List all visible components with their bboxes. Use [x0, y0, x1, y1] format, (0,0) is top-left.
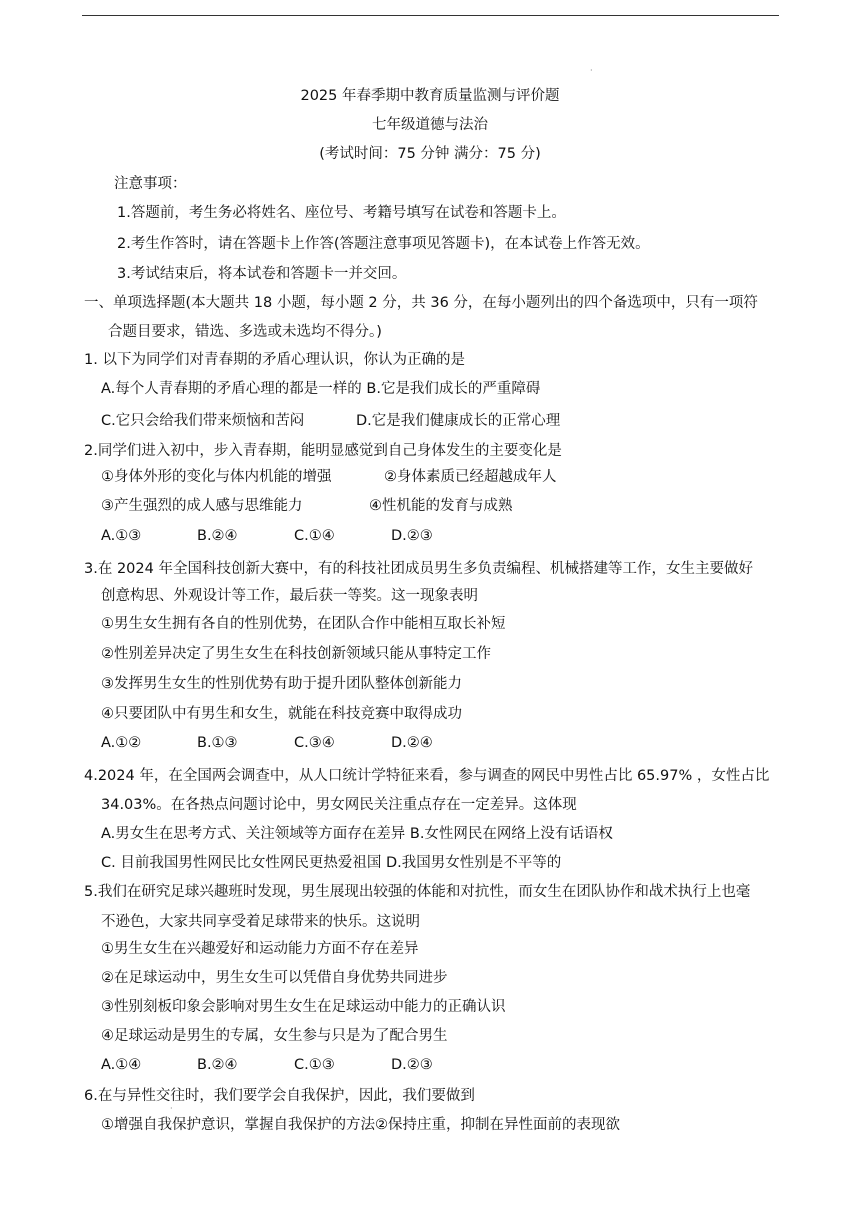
q1-options-ab: A.每个人青春期的矛盾心理的都是一样的 B.它是我们成长的严重障碍 — [101, 381, 541, 397]
q3-stem: 3.在 2024 年全国科技创新大赛中，有的科技社团成员男生多负责编程、机械搭建等工作，女生主要做好 — [84, 561, 753, 577]
q5-statement-3: ③性别刻板印象会影响对男生女生在足球运动中能力的正确认识 — [101, 999, 506, 1015]
q6-stem: 6.在与异性交往时，我们要学会自我保护，因此，我们要做到 — [84, 1088, 475, 1104]
q2-option-c: C.①④ — [294, 528, 335, 544]
q3-statement-2: ②性别差异决定了男生女生在科技创新领域只能从事特定工作 — [101, 646, 491, 662]
q5-option-c: C.①③ — [294, 1057, 335, 1073]
section-heading-cont: 合题目要求，错选、多选或未选均不得分。) — [108, 324, 382, 340]
q4-stem: 4.2024 年，在全国两会调查中，从人口统计学特征来看，参与调查的网民中男性占比 65.97% ，女性占比 — [84, 768, 770, 784]
exam-title: 2025 年春季期中教育质量监测与评价题 — [300, 88, 560, 104]
notice-heading: 注意事项： — [114, 176, 187, 192]
scan-dot: · — [590, 66, 593, 75]
q5-statement-2: ②在足球运动中，男生女生可以凭借自身优势共同进步 — [101, 970, 448, 986]
q3-statement-4: ④只要团队中有男生和女生，就能在科技竞赛中取得成功 — [101, 706, 462, 722]
q3-stem-cont: 创意构思、外观设计等工作，最后获一等奖。这一现象表明 — [101, 588, 478, 604]
q5-statement-1: ①男生女生在兴趣爱好和运动能力方面不存在差异 — [101, 941, 419, 957]
q2-statement-3: ③产生强烈的成人感与思维能力 — [101, 498, 303, 514]
q4-stem-cont: 34.03%。在各热点问题讨论中，男女网民关注重点存在一定差异。这体现 — [101, 797, 577, 813]
q2-statement-1: ①身体外形的变化与体内机能的增强 — [101, 469, 332, 485]
q5-stem: 5.我们在研究足球兴趣班时发现，男生展现出较强的体能和对抗性，而女生在团队协作和战术执行上也毫 — [84, 884, 751, 900]
section-heading: 一、单项选择题(本大题共 18 小题，每小题 2 分，共 36 分，在每小题列出的四个备选项中，只有一项符 — [84, 295, 758, 311]
q6-statement-1: ①增强自我保护意识，掌握自我保护的方法②保持庄重，抑制在异性面前的表现欲 — [101, 1117, 620, 1133]
q3-option-c: C.③④ — [294, 735, 335, 751]
q2-option-d: D.②③ — [391, 528, 433, 544]
q1-option-c: C.它只会给我们带来烦恼和苦闷 — [101, 413, 305, 429]
q5-option-a: A.①④ — [101, 1057, 142, 1073]
q3-option-d: D.②④ — [391, 735, 433, 751]
q5-option-b: B.②④ — [197, 1057, 238, 1073]
q2-stem: 2.同学们进入初中，步入青春期，能明显感觉到自己身体发生的主要变化是 — [84, 443, 562, 459]
scan-dot: · — [170, 1104, 173, 1113]
q4-options-ab: A.男女生在思考方式、关注领域等方面存在差异 B.女性网民在网络上没有话语权 — [101, 826, 613, 842]
q4-options-cd: C. 目前我国男性网民比女性网民更热爱祖国 D.我国男女性别是不平等的 — [101, 855, 562, 871]
q5-stem-cont: 不逊色，大家共同享受着足球带来的快乐。这说明 — [101, 914, 420, 930]
q1-option-d: D.它是我们健康成长的正常心理 — [356, 413, 561, 429]
notice-item-3: 3.考试结束后，将本试卷和答题卡一并交回。 — [117, 266, 407, 282]
top-rule — [82, 15, 779, 16]
q3-statement-3: ③发挥男生女生的性别优势有助于提升团队整体创新能力 — [101, 676, 462, 692]
q2-statement-2: ②身体素质已经超越成年人 — [384, 469, 557, 485]
q3-option-b: B.①③ — [197, 735, 238, 751]
q5-statement-4: ④足球运动是男生的专属，女生参与只是为了配合男生 — [101, 1028, 448, 1044]
q5-option-d: D.②③ — [391, 1057, 433, 1073]
q1-stem: 1. 以下为同学们对青春期的矛盾心理认识，你认为正确的是 — [84, 352, 465, 368]
q2-statement-4: ④性机能的发育与成熟 — [369, 498, 513, 514]
q3-option-a: A.①② — [101, 735, 142, 751]
notice-item-1: 1.答题前，考生务必将姓名、座位号、考籍号填写在试卷和答题卡上。 — [117, 205, 566, 221]
exam-info: (考试时间：75 分钟 满分：75 分) — [319, 146, 541, 162]
exam-subject: 七年级道德与法治 — [372, 117, 488, 133]
q3-statement-1: ①男生女生拥有各自的性别优势，在团队合作中能相互取长补短 — [101, 616, 506, 632]
notice-item-2: 2.考生作答时，请在答题卡上作答(答题注意事项见答题卡)，在本试卷上作答无效。 — [117, 236, 650, 252]
q2-option-b: B.②④ — [197, 528, 238, 544]
q2-option-a: A.①③ — [101, 528, 142, 544]
